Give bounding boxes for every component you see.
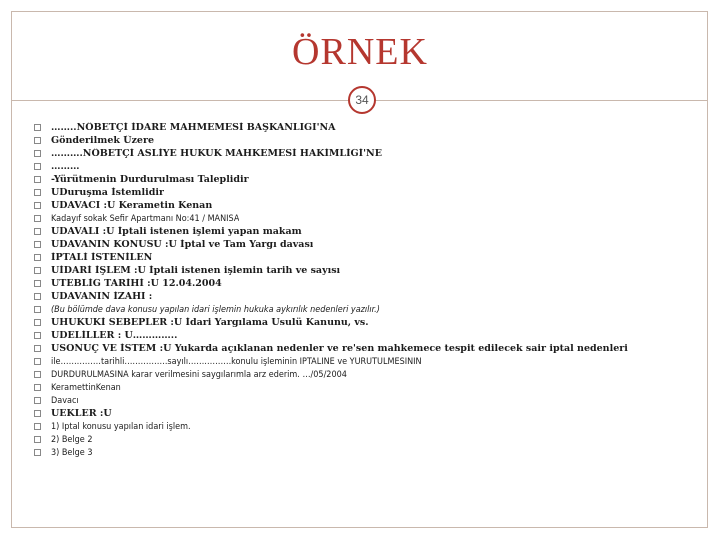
line-text: İPTALİ İSTENİLEN — [51, 252, 153, 263]
square-bullet-icon — [34, 358, 41, 365]
list-item — [34, 277, 704, 290]
list-item — [34, 316, 704, 329]
line-text: UDAVACI :U Kerametin Kenan — [51, 200, 213, 211]
line-text: UEKLER :U — [51, 408, 112, 419]
list-item — [34, 368, 704, 381]
line-text: -Yürütmenin Durdurulması Taleplidir — [51, 174, 249, 185]
square-bullet-icon — [34, 137, 41, 144]
list-item — [34, 199, 704, 212]
line-text: ……..NÖBETÇİ İDARE MAHMEMESİ BAŞKANLIĞI'NA — [51, 122, 336, 133]
list-item — [34, 342, 704, 355]
list-item — [34, 303, 704, 316]
square-bullet-icon — [34, 176, 41, 183]
square-bullet-icon — [34, 215, 41, 222]
list-item — [34, 407, 704, 420]
square-bullet-icon — [34, 410, 41, 417]
list-item — [34, 251, 704, 264]
list-item — [34, 225, 704, 238]
square-bullet-icon — [34, 332, 41, 339]
square-bullet-icon — [34, 280, 41, 287]
line-text: (Bu bölümde dava konusu yapılan idari işlemin hukuka aykırılık nedenleri yazılır.) — [51, 304, 380, 315]
line-text: Davacı — [51, 395, 79, 406]
line-text: 1) İptal konusu yapılan idari işlem. — [51, 421, 191, 432]
line-text: UDAVALI :U İptali istenen işlemi yapan makam — [51, 226, 302, 237]
square-bullet-icon — [34, 267, 41, 274]
square-bullet-icon — [34, 254, 41, 261]
list-item — [34, 329, 704, 342]
line-text: UİDARİ İŞLEM :U İptali istenen işlemin tarih ve sayısı — [51, 265, 341, 276]
list-item — [34, 160, 704, 173]
line-text: UDAVANIN KONUSU :U İptal ve Tam Yargı davası — [51, 239, 314, 250]
line-text: 2) Belge 2 — [51, 434, 93, 445]
list-item — [34, 446, 704, 459]
line-text: Kadayıf sokak Sefir Apartmanı No:41 / MANİSA — [51, 213, 240, 224]
square-bullet-icon — [34, 150, 41, 157]
list-item — [34, 238, 704, 251]
line-text: ……… — [51, 161, 80, 172]
line-text: ……….NÖBETÇİ ASLİYE HUKUK MAHKEMESİ HAKİMLİĞİ'NE — [51, 148, 382, 159]
square-bullet-icon — [34, 163, 41, 170]
square-bullet-icon — [34, 449, 41, 456]
square-bullet-icon — [34, 345, 41, 352]
square-bullet-icon — [34, 306, 41, 313]
list-item — [34, 394, 704, 407]
list-item — [34, 355, 704, 368]
square-bullet-icon — [34, 202, 41, 209]
line-text: ile……………tarihli…………….sayılı…………….konulu işleminin İPTALİNE ve YÜRÜTÜLMESİNİN — [51, 356, 422, 367]
line-text: UDELİLLER : U………….. — [51, 330, 178, 341]
line-text: UTEBLİĞ TARİHİ :U 12.04.2004 — [51, 278, 222, 289]
list-item — [34, 264, 704, 277]
line-text: UHUKUKİ SEBEPLER :U İdari Yargılama Usulü Kanunu, vs. — [51, 317, 369, 328]
list-item — [34, 134, 704, 147]
square-bullet-icon — [34, 384, 41, 391]
line-text: KeramettinKenan — [51, 382, 121, 393]
list-item — [34, 147, 704, 160]
page-number-badge: 34 — [348, 86, 376, 114]
line-text: DURDURULMASINA karar verilmesini saygılarımla arz ederim. …/05/2004 — [51, 369, 347, 380]
square-bullet-icon — [34, 423, 41, 430]
square-bullet-icon — [34, 319, 41, 326]
list-item — [34, 433, 704, 446]
square-bullet-icon — [34, 241, 41, 248]
list-item — [34, 186, 704, 199]
square-bullet-icon — [34, 189, 41, 196]
line-text: UDAVANIN İZAHI : — [51, 291, 153, 302]
square-bullet-icon — [34, 397, 41, 404]
line-text: USONUÇ VE İSTEM :U Yukarda açıklanan nedenler ve re'sen mahkemece tespit edilecek sair iptal nedenleri — [51, 343, 628, 354]
square-bullet-icon — [34, 371, 41, 378]
line-text: Gönderilmek Üzere — [51, 135, 155, 146]
petition-body — [34, 121, 704, 459]
square-bullet-icon — [34, 124, 41, 131]
line-text: UDuruşma İstemlidir — [51, 187, 164, 198]
slide-title: ÖRNEK — [292, 31, 428, 73]
list-item — [34, 212, 704, 225]
line-text: 3) Belge 3 — [51, 447, 93, 458]
square-bullet-icon — [34, 293, 41, 300]
list-item — [34, 121, 704, 134]
list-item — [34, 290, 704, 303]
list-item — [34, 420, 704, 433]
list-item — [34, 381, 704, 394]
list-item — [34, 173, 704, 186]
square-bullet-icon — [34, 436, 41, 443]
square-bullet-icon — [34, 228, 41, 235]
